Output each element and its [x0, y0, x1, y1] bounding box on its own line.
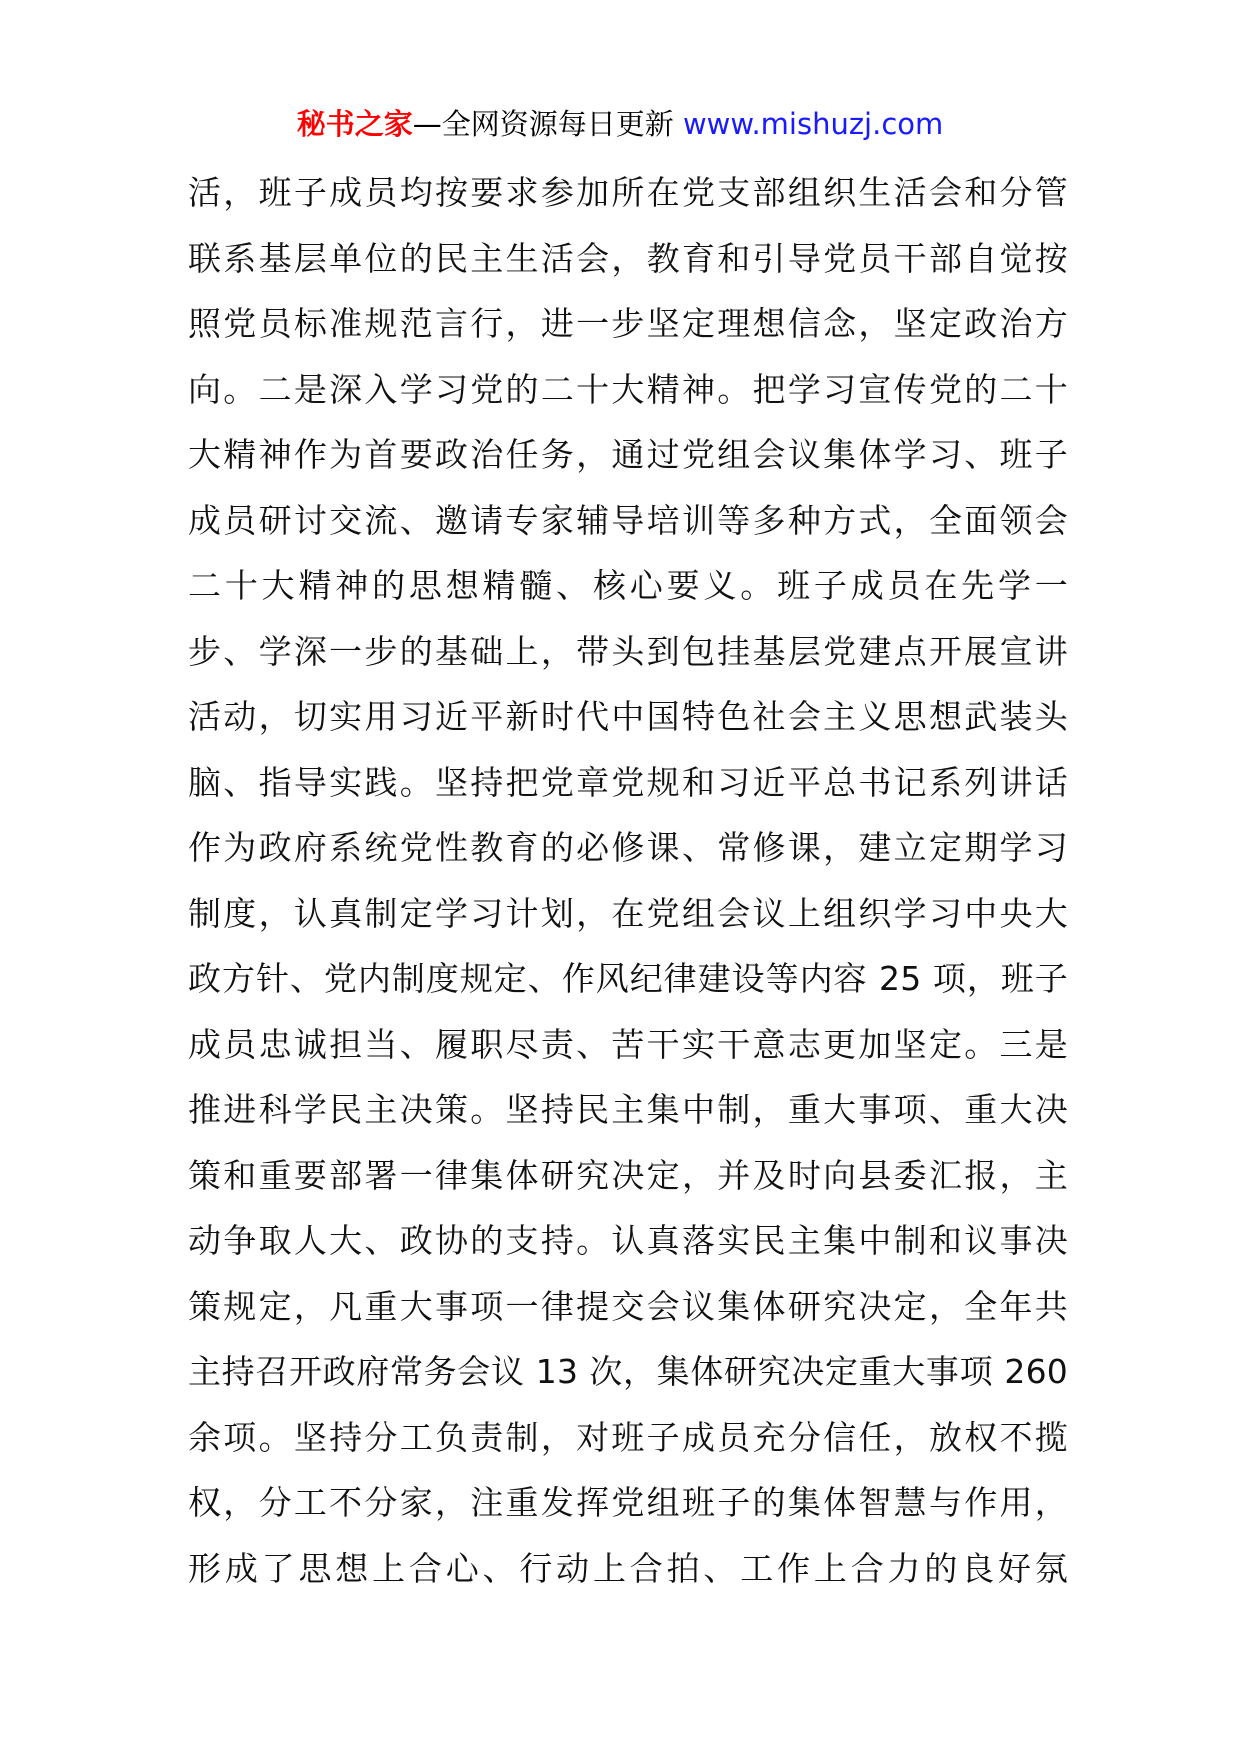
- text-line: 策规定，凡重大事项一律提交会议集体研究决定，全年共: [188, 1286, 1068, 1326]
- page-header: [0, 104, 1240, 144]
- text-line: 二十大精神的思想精髓、核心要义。班子成员在先学一: [188, 566, 1068, 605]
- text-line: 大精神作为首要政治任务，通过党组会议集体学习、班子: [188, 435, 1068, 474]
- text-line: 成员研讨交流、邀请专家辅导培训等多种方式，全面领会: [188, 500, 1068, 540]
- text-line: 步、学深一步的基础上，带头到包挂基层党建点开展宣讲: [188, 631, 1068, 671]
- brand-name: 秘书之家: [296, 107, 413, 141]
- text-line: 作为政府系统党性教育的必修课、常修课，建立定期学习: [188, 828, 1068, 867]
- text-line: 形成了思想上合心、行动上合拍、工作上合力的良好氛: [188, 1548, 1068, 1588]
- text-line: 活动，切实用习近平新时代中国特色社会主义思想武装头: [188, 697, 1068, 736]
- text-line: 动争取人大、政协的支持。认真落实民主集中制和议事决: [188, 1221, 1068, 1260]
- text-line: 推进科学民主决策。坚持民主集中制，重大事项、重大决: [188, 1090, 1068, 1129]
- text-line: 成员忠诚担当、履职尽责、苦干实干意志更加坚定。三是: [188, 1024, 1068, 1064]
- text-line: 联系基层单位的民主生活会，教育和引导党员干部自觉按: [188, 238, 1068, 278]
- text-line: 余项。坚持分工负责制，对班子成员充分信任，放权不揽: [188, 1417, 1068, 1457]
- text-line: 权，分工不分家，注重发挥党组班子的集体智慧与作用，: [188, 1483, 1068, 1522]
- text-line: 策和重要部署一律集体研究决定，并及时向县委汇报，主: [188, 1155, 1068, 1195]
- text-line: 主持召开政府常务会议 13 次，集体研究决定重大事项 260: [188, 1352, 1068, 1391]
- document-body: [188, 160, 1068, 1601]
- text-line: 脑、指导实践。坚持把党章党规和习近平总书记系列讲话: [188, 762, 1068, 802]
- text-line: 向。二是深入学习党的二十大精神。把学习宣传党的二十: [188, 369, 1068, 409]
- text-line: 制度，认真制定学习计划，在党组会议上组织学习中央大: [188, 893, 1068, 933]
- text-line: 政方针、党内制度规定、作风纪律建设等内容 25 项，班子: [188, 959, 1068, 998]
- website-link[interactable]: www.mishuzj.com: [682, 107, 944, 141]
- text-line: 活，班子成员均按要求参加所在党支部组织生活会和分管: [188, 173, 1068, 212]
- text-line: 照党员标准规范言行，进一步坚定理想信念，坚定政治方: [188, 304, 1068, 343]
- header-tagline: —全网资源每日更新: [412, 107, 674, 141]
